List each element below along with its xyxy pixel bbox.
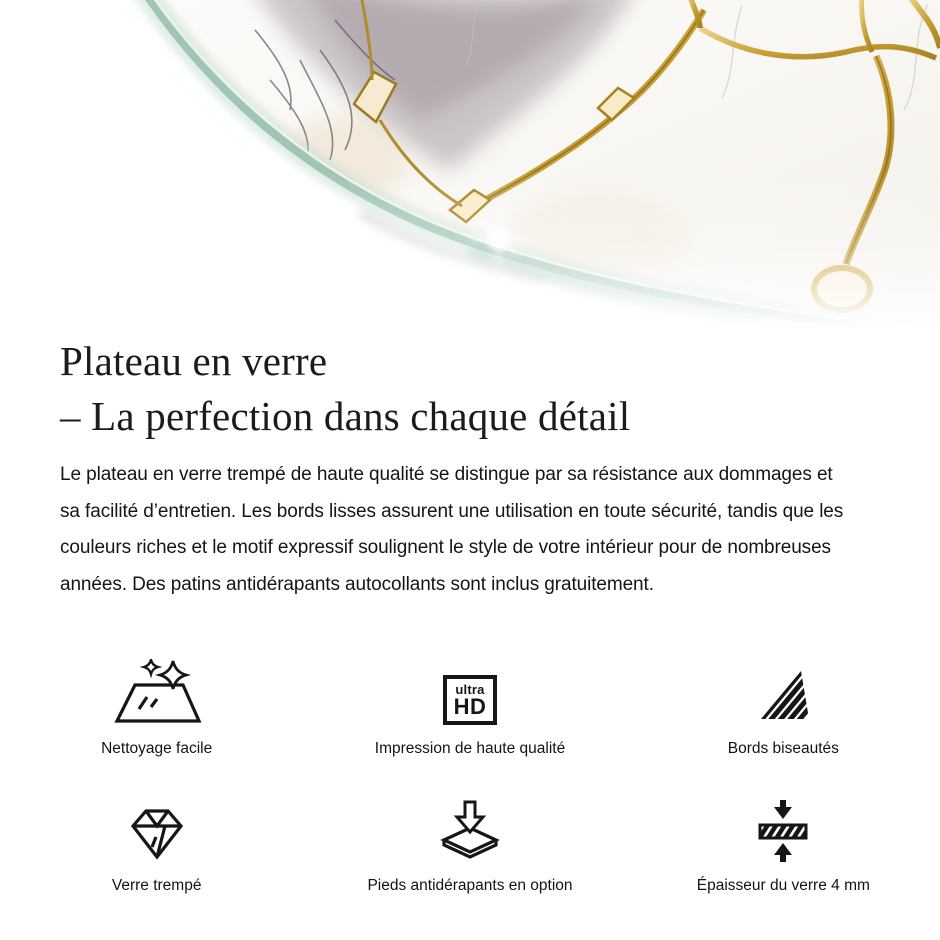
description-line: sa facilité d’entretien. Les bords lisses assurent une utilisation en toute sécurité, tandis que les <box>60 500 844 522</box>
feature-label: Bords biseautés <box>727 740 839 757</box>
description-line: Le plateau en verre trempé de haute qualité se distingue par sa résistance aux dommages et <box>60 464 833 485</box>
page-title-line1: Plateau en verre <box>60 338 328 384</box>
feature-beveled-edges <box>627 659 940 758</box>
glass-thickness-icon <box>755 796 811 862</box>
product-photo <box>0 0 940 330</box>
feature-easy-cleaning <box>0 659 313 758</box>
description-line: couleurs riches et le motif expressif soulignent le style de votre intérieur pour de nombreuses <box>60 537 831 558</box>
feature-label: Pieds antidérapants en option <box>367 877 573 894</box>
feature-anti-slip-feet <box>313 796 626 895</box>
ultra-hd-icon <box>443 659 497 725</box>
beveled-edge-icon <box>753 659 813 725</box>
anti-slip-pad-icon <box>438 796 502 862</box>
feature-grid <box>0 659 940 895</box>
feature-label: Verre trempé <box>111 877 202 894</box>
product-description <box>60 457 880 603</box>
ultra-hd-badge-top: ultra <box>455 682 485 697</box>
ultra-hd-badge-bottom: HD <box>453 694 487 719</box>
feature-label: Épaisseur du verre 4 mm <box>696 877 870 894</box>
product-info-section <box>0 334 940 895</box>
diamond-icon <box>125 796 189 862</box>
page-title-line2: – La perfection dans chaque détail <box>60 393 631 439</box>
feature-label: Nettoyage facile <box>101 740 213 757</box>
glass-table-photo-illustration <box>0 0 940 330</box>
sparkle-clean-icon <box>109 659 205 725</box>
feature-label: Impression de haute qualité <box>374 740 566 757</box>
feature-glass-thickness <box>627 796 940 895</box>
feature-high-quality-print <box>313 659 626 758</box>
feature-tempered-glass <box>0 796 313 895</box>
page-title <box>60 334 880 444</box>
description-line: années. Des patins antidérapants autocollants sont inclus gratuitement. <box>60 573 654 595</box>
